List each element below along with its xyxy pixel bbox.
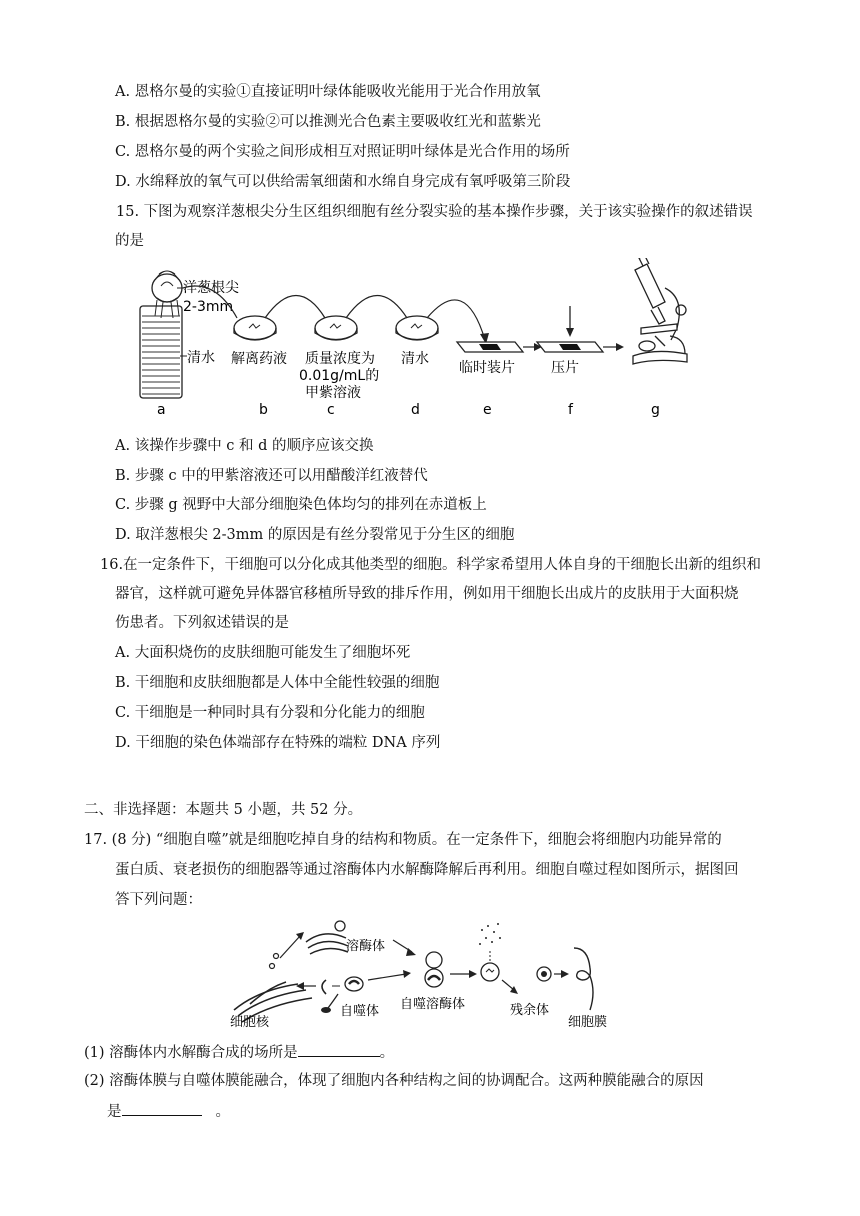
dissociation-label: 解离药液 <box>231 351 287 367</box>
step-letter-e: e <box>483 402 492 418</box>
root-tip-length: 2-3mm <box>183 299 234 315</box>
press-label: 压片 <box>551 360 579 376</box>
step-letter-d: d <box>411 402 420 418</box>
step-letter-g: g <box>651 402 660 418</box>
step-letter-a: a <box>157 402 166 418</box>
slide-icon <box>457 342 523 352</box>
digesting-lysosome-icon <box>481 963 499 981</box>
petri-dish-icon <box>315 316 357 340</box>
q17-sub2-line1: (2) 溶酶体膜与自噬体膜能融合，体现了细胞内各种结构之间的协调配合。这两种膜能融合的原因 <box>84 1073 704 1089</box>
autolysosome-label: 自噬溶酶体 <box>400 997 466 1012</box>
q15-option-a: A. 该操作步骤中 c 和 d 的顺序应该交换 <box>115 438 374 454</box>
autophagosome-icon <box>345 977 363 991</box>
q14-option-d: D. 水绵释放的氧气可以供给需氧细菌和水绵自身完成有氧呼吸第三阶段 <box>115 174 571 190</box>
q16-option-c: C. 干细胞是一种同时具有分裂和分化能力的细胞 <box>115 705 425 721</box>
q14-option-c: C. 恩格尔曼的两个实验之间形成相互对照证明叶绿体是光合作用的场所 <box>115 144 570 160</box>
lysosome-label: 溶酶体 <box>346 939 386 954</box>
phagophore-icon <box>322 980 326 994</box>
q17-sub2-text: 是 <box>107 1104 122 1120</box>
q17-sub1-end: 。 <box>379 1045 395 1061</box>
section2-heading: 二、非选择题：本题共 5 小题，共 52 分。 <box>84 802 363 818</box>
released-molecules <box>479 923 501 945</box>
q16-option-b: B. 干细胞和皮肤细胞都是人体中全能性较强的细胞 <box>115 675 440 691</box>
q17-autophagy-figure <box>228 918 628 1030</box>
autolysosome-icon <box>426 952 442 968</box>
q15-option-c: C. 步骤 g 视野中大部分细胞染色体均匀的排列在赤道板上 <box>115 497 487 513</box>
petri-dish-icon <box>396 316 438 340</box>
slide-icon <box>537 342 603 352</box>
q16-stem-line2: 器官，这样就可避免异体器官移植所导致的排斥作用，例如用干细胞长出成片的皮肤用于大面积烧 <box>115 586 739 602</box>
step-letter-b: b <box>259 402 268 418</box>
q14-option-a: A. 恩格尔曼的实验①直接证明叶绿体能吸收光能用于光合作用放氧 <box>115 84 541 100</box>
nucleus-label: 细胞核 <box>230 1015 270 1030</box>
water-label-d: 清水 <box>401 351 429 367</box>
q16-stem-line3: 伤患者。下列叙述错误的是 <box>115 615 289 631</box>
membrane-label: 细胞膜 <box>568 1015 608 1030</box>
q17-sub1 <box>84 1042 394 1063</box>
answer-blank-2[interactable] <box>122 1101 202 1116</box>
microscope-icon <box>633 258 687 364</box>
q16-stem-line1: 16.在一定条件下，干细胞可以分化成其他类型的细胞。科学家希望用人体自身的干细胞长出新的组织和 <box>100 557 762 573</box>
q17-stem-line1: 17. (8 分) “细胞自噬”就是细胞吃掉自身的结构和物质。在一定条件下，细胞会将细胞内功能异常的 <box>84 832 722 848</box>
root-tip-label: 洋葱根尖 <box>183 280 239 296</box>
onion-bottle-icon <box>140 271 187 398</box>
q15-stem-line2: 的是 <box>115 233 144 249</box>
q16-option-d: D. 干细胞的染色体端部存在特殊的端粒 DNA 序列 <box>115 735 441 751</box>
stain-label-1: 质量浓度为 <box>305 351 375 367</box>
stain-label-2: 0.01g/mL的 <box>299 368 380 384</box>
q15-experiment-figure <box>125 258 705 423</box>
residual-body-label: 残余体 <box>510 1003 550 1018</box>
q15-stem-line1: 15. 下图为观察洋葱根尖分生区组织细胞有丝分裂实验的基本操作步骤，关于该实验操作的叙述错误 <box>116 204 753 220</box>
water-label-a: 清水 <box>187 350 215 366</box>
q15-option-d: D. 取洋葱根尖 2-3mm 的原因是有丝分裂常见于分生区的细胞 <box>115 527 515 543</box>
petri-dish-icon <box>234 316 276 340</box>
q17-stem-line2: 蛋白质、衰老损伤的细胞器等通过溶酶体内水解酶降解后再利用。细胞自噬过程如图所示，据图回 <box>115 862 739 878</box>
q17-sub2-end: 。 <box>215 1104 230 1120</box>
step-letter-f: f <box>568 402 573 418</box>
golgi-icon <box>306 934 348 954</box>
stain-label-3: 甲紫溶液 <box>305 385 361 401</box>
cell-membrane-icon <box>574 948 593 1010</box>
q16-option-a: A. 大面积烧伤的皮肤细胞可能发生了细胞坏死 <box>115 645 411 661</box>
answer-blank-1[interactable] <box>298 1042 380 1057</box>
q17-sub1-text: (1) 溶酶体内水解酶合成的场所是 <box>84 1045 298 1061</box>
step-letter-c: c <box>327 402 335 418</box>
temp-mount-label: 临时装片 <box>459 360 515 376</box>
q17-sub2-line2 <box>107 1101 230 1122</box>
q14-option-b: B. 根据恩格尔曼的实验②可以推测光合色素主要吸收红光和蓝紫光 <box>115 114 541 130</box>
q17-stem-line3: 答下列问题： <box>115 892 202 908</box>
q15-option-b: B. 步骤 c 中的甲紫溶液还可以用醋酸洋红液替代 <box>115 468 428 484</box>
autophagosome-label: 自噬体 <box>340 1004 380 1019</box>
